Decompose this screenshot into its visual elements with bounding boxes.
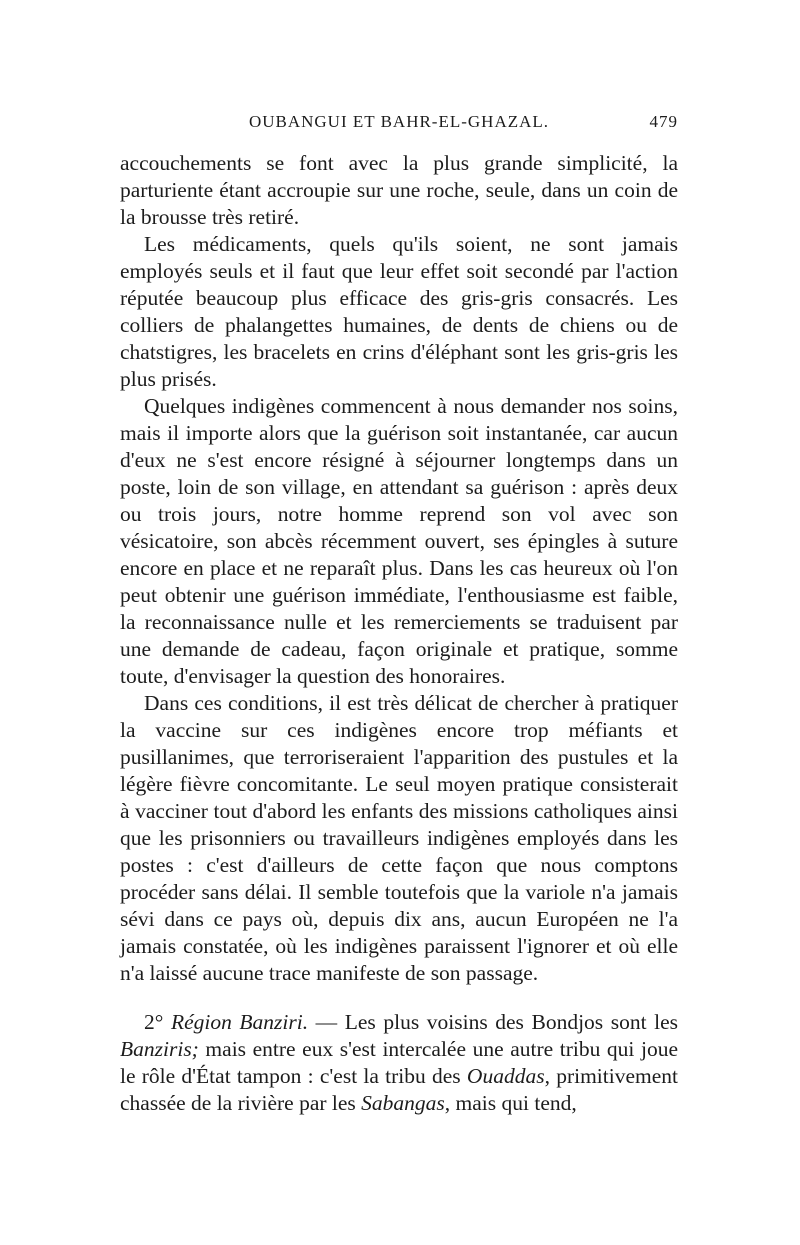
section-text-b: mais entre eux s'est intercalée une autre tribu qui joue le rôle d'État tampon : c'est la tribu des <box>120 1037 678 1088</box>
section-text-c: , primitivement chassée de la rivière par les <box>120 1064 679 1115</box>
section-dash: — <box>315 1010 338 1034</box>
page-number: 479 <box>649 112 678 131</box>
section-text-a: Les plus voisins des Bondjos sont les <box>344 1010 679 1034</box>
page-header <box>120 112 678 142</box>
section-heading: Région Banziri. <box>170 1010 309 1034</box>
paragraph-vaccine: Dans ces conditions, il est très délicat de chercher à pratiquer la vaccine sur ces indigènes encore trop méfiants et pusillanimes, que terroriseraient l'apparition des pustules et la légère fièvre concomitante. Le seul moyen pratique consisterait à vacciner tout d'abord les enfants des missions catholiques ainsi que les prisonniers ou travailleurs indigènes employés dans les postes : c'est d'ailleurs de cette façon que nous comptons procéder sans délai. Il semble toutefois que la variole n'a jamais sévi dans ce pays où, depuis dix ans, aucun Européen ne l'a jamais constatée, où les indigènes paraissent l'ignorer et où elle n'a laissé aucune trace manifeste de son passage. <box>120 691 678 985</box>
paragraph-medicaments: Les médicaments, quels qu'ils soient, ne sont jamais employés seuls et il faut que leur effet soit secondé par l'action réputée beaucoup plus efficace des gris-gris consacrés. Les colliers de phalangettes humaines, de dents de chiens ou de chatstigres, les bracelets en crins d'éléphant sont les gris-gris les plus prisés. <box>120 232 678 391</box>
section-number: 2° <box>144 1010 164 1034</box>
paragraph-continuation: accouchements se font avec la plus grande simplicité, la parturiente étant accroupie sur une roche, seule, dans un coin de la brousse très retiré. <box>120 151 678 229</box>
term-sabangas: Sabangas <box>361 1091 445 1115</box>
section-text-d: , mais qui tend, <box>444 1091 577 1115</box>
body-text <box>120 150 678 1117</box>
term-ouaddas: Ouaddas <box>466 1064 545 1088</box>
running-title: OUBANGUI ET BAHR-EL-GHAZAL. <box>248 112 550 131</box>
paragraph-soins: Quelques indigènes commencent à nous demander nos soins, mais il importe alors que la guérison soit instantanée, car aucun d'eux ne s'est encore résigné à séjourner longtemps dans un poste, loin de son village, en attendant sa guérison : après deux ou trois jours, notre homme reprend son vol avec son vésicatoire, son abcès récemment ouvert, ses épingles à suture encore en place et ne reparaît plus. Dans les cas heureux où l'on peut obtenir une guérison immédiate, l'enthousiasme est faible, la reconnaissance nulle et les remerciements se traduisent par une demande de cadeau, façon originale et pratique, somme toute, d'envisager la question des honoraires. <box>120 394 678 688</box>
term-banziris: Banziris; <box>120 1037 199 1061</box>
section-banziri <box>120 1009 678 1117</box>
